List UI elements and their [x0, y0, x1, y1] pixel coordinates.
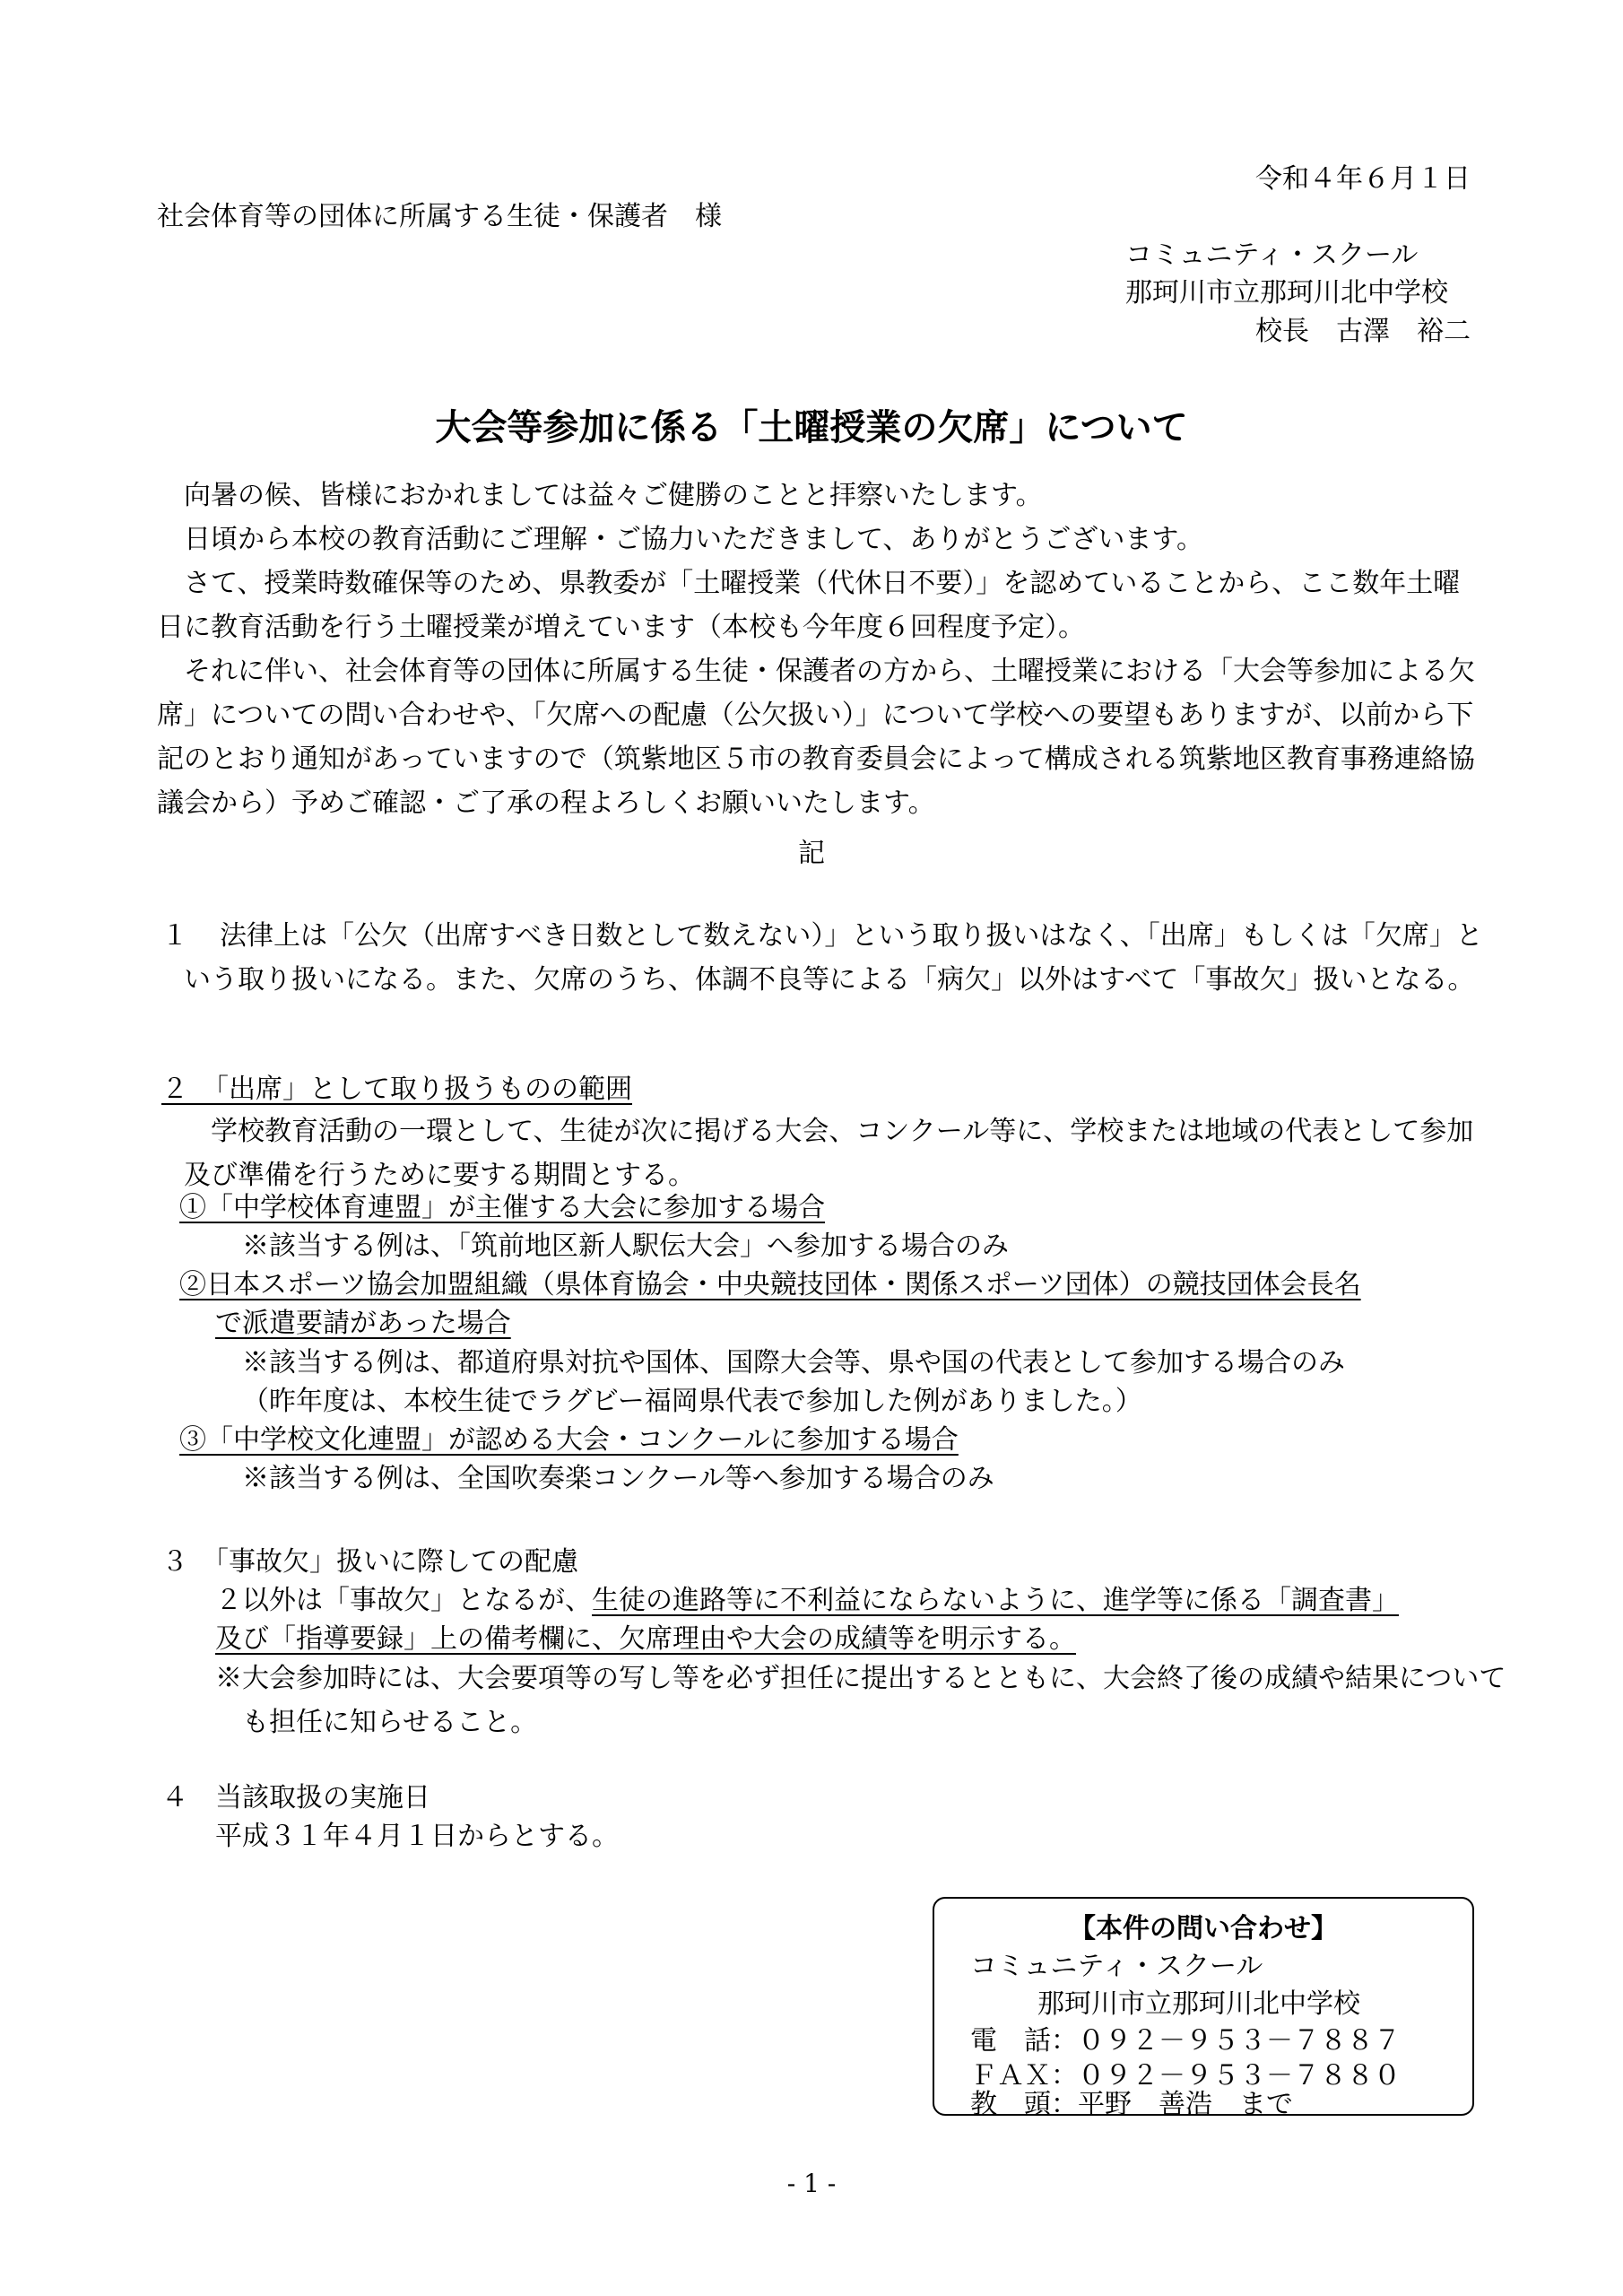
item-3-line-1	[215, 1583, 1399, 1619]
contact-person: 教 頭：平野 善浩 まで	[970, 2089, 1293, 2120]
contact-fax: ＦＡＸ：０９２－９５３－７８８０	[970, 2060, 1401, 2092]
intro-paragraph-4: それに伴い、社会体育等の団体に所属する生徒・保護者の方から、土曜授業における「大会等参加による欠席」についての問い合わせや、「欠席への配慮（公欠扱い）」について学校への要望もありますが、以前から下記のとおり通知があっていますので（筑紫地区５市の教育委員会によって構成される筑紫地区教育事務連絡協議会から）予めご確認・ご了承の程よろしくお願いいたします。	[157, 656, 1475, 819]
item-2-sub-2-line-2: で派遣要請があった場合	[215, 1308, 511, 1339]
item-3-note: ※大会参加時には、大会要項等の写し等を必ず担任に提出するとともに、大会終了後の成績や結果についても担任に知らせること。	[215, 1663, 1506, 1738]
document-title: 大会等参加に係る「土曜授業の欠席」について	[435, 407, 1188, 448]
ki-marker: 記	[798, 838, 825, 869]
item-3-line-1-plain: ２以外は「事故欠」となるが、	[215, 1585, 592, 1616]
date: 令和４年６月１日	[1255, 163, 1471, 195]
item-1-text: 法律上は「公欠（出席すべき日数として数えない）」という取り扱いはなく、「出席」もしくは「欠席」という取り扱いになる。また、欠席のうち、体調不良等による「病欠」以外はすべて「事故欠」扱いとなる。	[184, 920, 1483, 996]
contact-org-2: 那珂川市立那珂川北中学校	[1037, 1988, 1360, 2020]
item-2-heading: ２ 「出席」として取り扱うものの範囲	[161, 1074, 632, 1105]
intro-paragraph-3: さて、授業時数確保等のため、県教委が「土曜授業（代休日不要）」を認めていることから、ここ数年土曜日に教育活動を行う土曜授業が増えています（本校も今年度６回程度予定）。	[157, 568, 1461, 643]
sender-line-2: 那珂川市立那珂川北中学校	[1125, 277, 1448, 309]
sender-line-3: 校長 古澤 裕二	[1255, 316, 1471, 347]
sender-line-1: コミュニティ・スクール	[1125, 239, 1419, 271]
contact-org-1: コミュニティ・スクール	[970, 1951, 1263, 1982]
intro-paragraph-2: 日頃から本校の教育活動にご理解・ご協力いただきまして、ありがとうございます。	[184, 524, 1203, 555]
item-4-body: 平成３１年４月１日からとする。	[215, 1821, 619, 1852]
item-3-heading: ３ 「事故欠」扱いに際しての配慮	[161, 1546, 578, 1578]
item-2-sub-3: ③「中学校文化連盟」が認める大会・コンクールに参加する場合	[179, 1424, 959, 1456]
item-2-sub-1-note: ※該当する例は、「筑前地区新人駅伝大会」へ参加する場合のみ	[242, 1231, 1009, 1262]
item-2-sub-2-line-1: ②日本スポーツ協会加盟組織（県体育協会・中央競技団体・関係スポーツ団体）の競技団体会長名	[179, 1269, 1361, 1300]
contact-box	[933, 1897, 1474, 2120]
intro-paragraph-1: 向暑の候、皆様におかれましては益々ご健勝のことと拝察いたします。	[184, 480, 1043, 511]
item-3-line-1-underlined: 生徒の進路等に不利益にならないように、進学等に係る「調査書」	[592, 1585, 1399, 1616]
item-2-sub-2-note-2: （昨年度は、本校生徒でラグビー福岡県代表で参加した例がありました。）	[242, 1386, 1142, 1417]
item-2-sub-3-note: ※該当する例は、全国吹奏楽コンクール等へ参加する場合のみ	[242, 1463, 994, 1494]
contact-tel: 電 話：０９２－９５３－７８８７	[970, 2025, 1401, 2057]
page-number: - 1 -	[786, 2169, 837, 2198]
item-2-sub-1: ①「中学校体育連盟」が主催する大会に参加する場合	[179, 1192, 825, 1223]
item-1-number: １	[161, 920, 188, 952]
item-3-line-2: 及び「指導要録」上の備考欄に、欠席理由や大会の成績等を明示する。	[215, 1623, 1076, 1655]
addressee: 社会体育等の団体に所属する生徒・保護者 様	[157, 201, 722, 232]
item-2-body: 学校教育活動の一環として、生徒が次に掲げる大会、コンクール等に、学校または地域の代表として参加及び準備を行うために要する期間とする。	[184, 1116, 1474, 1191]
contact-title: 【本件の問い合わせ】	[1069, 1913, 1338, 1944]
item-2-sub-2-note-1: ※該当する例は、都道府県対抗や国体、国際大会等、県や国の代表として参加する場合のみ	[242, 1347, 1345, 1378]
item-4-heading: ４ 当該取扱の実施日	[161, 1782, 430, 1813]
